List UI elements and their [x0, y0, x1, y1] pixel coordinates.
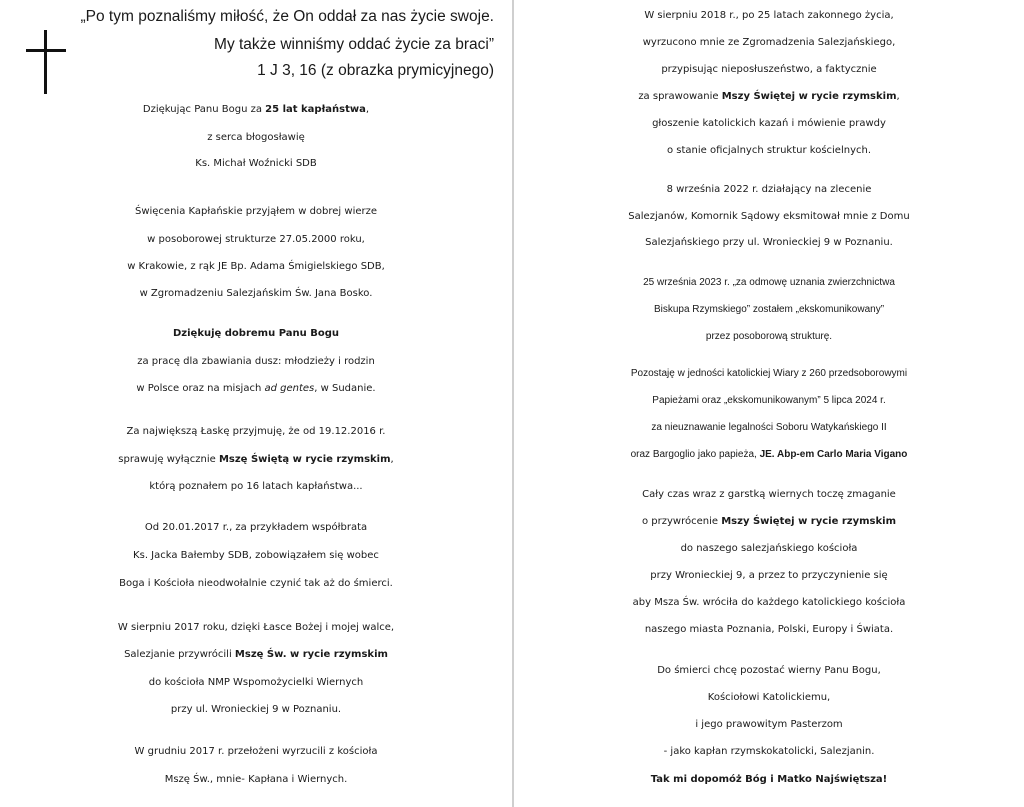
commitment-line: Ks. Jacka Bałemby SDB, zobowiązałem się wobec: [133, 550, 379, 561]
aug2018-line: wyrzucono mnie ze Zgromadzenia Salezjańskiego,: [642, 37, 896, 48]
struggle-line: naszego miasta Poznania, Polski, Europy i Świata.: [644, 624, 894, 635]
thanks-god-heading: Dziękuję dobremu Panu Bogu: [172, 328, 339, 339]
unity-line: Pozostaję w jedności katolickiej Wiary z 260 przedsoborowymi: [630, 368, 908, 379]
aug2018-line: W sierpniu 2018 r., po 25 latach zakonnego życia,: [644, 10, 894, 21]
unity-line: oraz Bargoglio jako papieża, JE. Abp-em Carlo Maria Vigano: [630, 449, 908, 460]
cross-icon-bar: [26, 49, 66, 52]
aug2017-line: do kościoła NMP Wspomożycielki Wiernych: [148, 677, 364, 688]
ordination-line: Święcenia Kapłańskie przyjąłem w dobrej wierze: [134, 206, 378, 217]
unity-line: za nieuznawanie legalności Soboru Watykańskiego II: [651, 422, 887, 433]
commitment-line: Boga i Kościoła nieodwołalnie czynić tak aż do śmierci.: [119, 578, 393, 589]
grace-line: Za największą Łaskę przyjmuję, że od 19.12.2016 r.: [126, 426, 386, 437]
aug2017-line: Salezjanie przywrócili Mszę Św. w rycie rzymskim: [124, 649, 388, 660]
aug2018-line: o stanie oficjalnych struktur kościelnych.: [666, 145, 872, 156]
sep2023-line: przez posoborową strukturę.: [705, 331, 833, 342]
faithful-line: - jako kapłan rzymskokatolicki, Salezjanin.: [663, 746, 875, 757]
aug2017-line: przy ul. Wronieckiej 9 w Poznaniu.: [170, 704, 342, 715]
closing-line: Tak mi dopomóż Bóg i Matko Najświętsza!: [650, 774, 888, 785]
ordination-line: w posoborowej strukturze 27.05.2000 roku,: [147, 234, 365, 245]
unity-line: Papieżami oraz „ekskomunikowanym” 5 lipca 2024 r.: [652, 395, 886, 406]
thanks-god-line: za pracę dla zbawiania dusz: młodzieży i rodzin: [137, 356, 375, 367]
commitment-line: Od 20.01.2017 r., za przykładem współbrata: [144, 522, 368, 533]
struggle-line: aby Msza Św. wróciła do każdego katolickiego kościoła: [632, 597, 906, 608]
ordination-line: w Zgromadzeniu Salezjańskim Św. Jana Bosko.: [139, 288, 373, 299]
cross-icon: [44, 30, 47, 94]
struggle-line: o przywrócenie Mszy Świętej w rycie rzymskim: [642, 516, 896, 527]
quote-reference: 1 J 3, 16 (z obrazka prymicyjnego): [257, 62, 494, 79]
faithful-line: Kościołowi Katolickiemu,: [707, 692, 831, 703]
struggle-line: przy Wronieckiej 9, a przez to przyczynienie się: [650, 570, 888, 581]
aug2017-line: W sierpniu 2017 roku, dzięki Łasce Bożej i mojej walce,: [117, 622, 395, 633]
quote-line: „Po tym poznaliśmy miłość, że On oddał za nas życie swoje.: [80, 8, 494, 25]
sep2022-line: 8 września 2022 r. działający na zlecenie: [666, 184, 872, 195]
ordination-line: w Krakowie, z rąk JE Bp. Adama Śmigielskiego SDB,: [127, 261, 385, 272]
struggle-line: do naszego salezjańskiego kościoła: [680, 543, 858, 554]
right-column: [514, 0, 1024, 807]
blessing-line: z serca błogosławię: [207, 132, 305, 143]
aug2018-line: głoszenie katolickich kazań i mówienie prawdy: [652, 118, 886, 129]
aug2018-line: przypisując nieposłuszeństwo, a faktycznie: [661, 64, 877, 75]
sep2022-line: Salezjanów, Komornik Sądowy eksmitował mnie z Domu: [628, 211, 910, 222]
missions-line: w Polsce oraz na misjach ad gentes, w Sudanie.: [136, 383, 376, 394]
grace-line: którą poznałem po 16 latach kapłaństwa...: [149, 481, 363, 492]
dec2017-line: W grudniu 2017 r. przełożeni wyrzucili z kościoła: [134, 746, 378, 757]
priest-name: Ks. Michał Woźnicki SDB: [195, 158, 317, 169]
sep2023-line: Biskupa Rzymskiego” zostałem „ekskomunikowany”: [653, 304, 885, 315]
aug2018-line: za sprawowanie Mszy Świętej w rycie rzymskim,: [638, 91, 900, 102]
grace-line: sprawuję wyłącznie Mszę Świętą w rycie rzymskim,: [118, 454, 394, 465]
sep2022-line: Salezjańskiego przy ul. Wronieckiej 9 w Poznaniu.: [645, 237, 893, 248]
struggle-line: Cały czas wraz z garstką wiernych toczę zmaganie: [642, 489, 896, 500]
dec2017-line: Mszę Św., mnie- Kapłana i Wiernych.: [164, 774, 348, 785]
quote-line: My także winniśmy oddać życie za braci”: [214, 36, 494, 53]
faithful-line: Do śmierci chcę pozostać wierny Panu Bogu,: [657, 665, 881, 676]
faithful-line: i jego prawowitym Pasterzom: [695, 719, 843, 730]
thanks-line: Dziękując Panu Bogu za 25 lat kapłaństwa,: [142, 104, 370, 115]
sep2023-line: 25 września 2023 r. „za odmowę uznania zwierzchnictwa: [643, 277, 895, 288]
